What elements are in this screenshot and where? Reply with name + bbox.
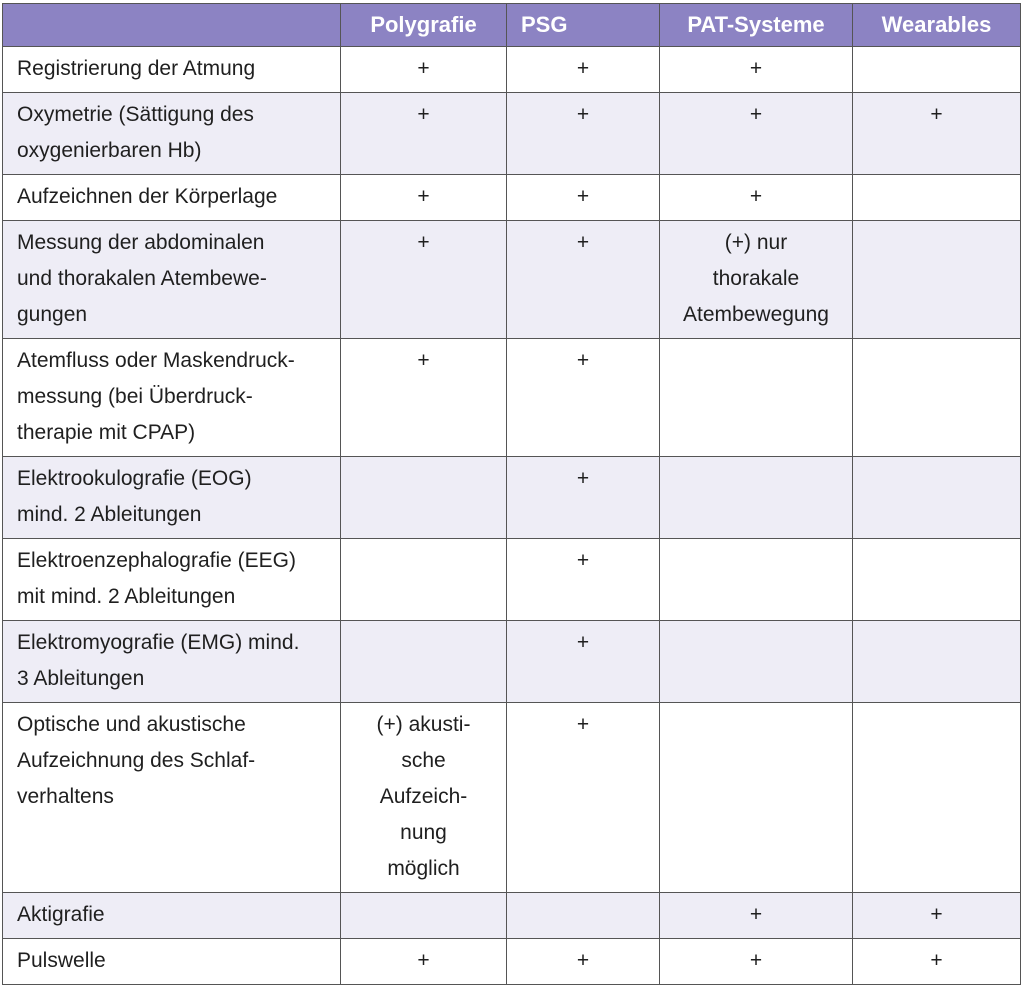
header-pat-systeme: PAT-Systeme bbox=[660, 4, 853, 47]
row-label-line: Elektromyografie (EMG) mind. bbox=[17, 631, 300, 654]
row-label-line: Aufzeichnung des Schlaf- bbox=[17, 749, 256, 772]
cell-text: + bbox=[417, 949, 430, 972]
cell-text: (+) nur bbox=[724, 231, 788, 254]
cell-pat-systeme bbox=[660, 221, 853, 339]
row-label-line: therapie mit CPAP) bbox=[17, 421, 196, 444]
table-row bbox=[3, 893, 1021, 939]
cell-wearables bbox=[853, 893, 1021, 939]
cell-text: + bbox=[576, 103, 590, 126]
cell-psg bbox=[507, 703, 660, 893]
table-row bbox=[3, 457, 1021, 539]
cell-psg bbox=[507, 47, 660, 93]
cell-text: + bbox=[576, 631, 590, 654]
cell-psg bbox=[507, 93, 660, 175]
row-label-line: Pulswelle bbox=[17, 949, 106, 972]
header-polygrafie: Polygrafie bbox=[341, 4, 507, 47]
header-psg: PSG bbox=[507, 4, 660, 47]
row-label bbox=[3, 703, 341, 893]
cell-wearables bbox=[853, 939, 1021, 985]
cell-text: (+) akusti- bbox=[376, 713, 471, 736]
row-label bbox=[3, 339, 341, 457]
row-label-line: Elektroenzephalografie (EEG) bbox=[17, 549, 296, 572]
row-label-line: gungen bbox=[17, 303, 88, 326]
cell-text: + bbox=[930, 103, 943, 126]
row-label-line: oxygenierbaren Hb) bbox=[17, 139, 202, 162]
table-row bbox=[3, 339, 1021, 457]
row-label-line: 3 Ableitungen bbox=[17, 667, 145, 690]
cell-text: + bbox=[576, 467, 590, 490]
cell-text: + bbox=[417, 349, 430, 372]
cell-pat-systeme bbox=[660, 47, 853, 93]
cell-polygrafie bbox=[341, 93, 507, 175]
row-label-line: mit mind. 2 Ableitungen bbox=[17, 585, 236, 608]
cell-text: + bbox=[417, 57, 430, 80]
row-label-line: verhaltens bbox=[17, 785, 114, 808]
row-label-line: und thorakalen Atembewe- bbox=[17, 267, 267, 290]
cell-text: + bbox=[749, 103, 763, 126]
cell-wearables bbox=[853, 175, 1021, 221]
header-row bbox=[3, 4, 1021, 47]
cell-text: Aufzeich- bbox=[379, 785, 468, 808]
cell-text: + bbox=[749, 57, 763, 80]
cell-pat-systeme bbox=[660, 703, 853, 893]
cell-psg bbox=[507, 339, 660, 457]
cell-wearables bbox=[853, 621, 1021, 703]
cell-text: + bbox=[930, 949, 943, 972]
row-label-line: Aufzeichnen der Körperlage bbox=[17, 185, 278, 208]
cell-wearables bbox=[853, 221, 1021, 339]
cell-polygrafie bbox=[341, 939, 507, 985]
cell-pat-systeme bbox=[660, 339, 853, 457]
cell-polygrafie bbox=[341, 221, 507, 339]
row-label bbox=[3, 621, 341, 703]
row-label-line: Aktigrafie bbox=[17, 903, 105, 926]
cell-psg bbox=[507, 221, 660, 339]
cell-pat-systeme bbox=[660, 939, 853, 985]
cell-psg bbox=[507, 539, 660, 621]
cell-wearables bbox=[853, 539, 1021, 621]
row-label-line: Optische und akustische bbox=[17, 713, 246, 736]
cell-text: + bbox=[749, 185, 763, 208]
cell-text: + bbox=[576, 349, 590, 372]
table-row bbox=[3, 93, 1021, 175]
cell-pat-systeme bbox=[660, 539, 853, 621]
cell-polygrafie bbox=[341, 47, 507, 93]
cell-text: Atembewegung bbox=[683, 303, 829, 326]
cell-text: + bbox=[576, 549, 590, 572]
row-label bbox=[3, 221, 341, 339]
row-label-line: Oxymetrie (Sättigung des bbox=[17, 103, 254, 126]
cell-wearables bbox=[853, 47, 1021, 93]
cell-text: + bbox=[576, 57, 590, 80]
row-label bbox=[3, 93, 341, 175]
cell-polygrafie bbox=[341, 457, 507, 539]
table-row bbox=[3, 703, 1021, 893]
cell-wearables bbox=[853, 703, 1021, 893]
cell-pat-systeme bbox=[660, 621, 853, 703]
row-label-line: Registrierung der Atmung bbox=[17, 57, 256, 80]
cell-text: + bbox=[576, 185, 590, 208]
cell-psg bbox=[507, 939, 660, 985]
cell-wearables bbox=[853, 457, 1021, 539]
cell-pat-systeme bbox=[660, 893, 853, 939]
row-label bbox=[3, 939, 341, 985]
cell-psg bbox=[507, 457, 660, 539]
table-row bbox=[3, 47, 1021, 93]
cell-polygrafie bbox=[341, 703, 507, 893]
cell-text: + bbox=[576, 949, 590, 972]
cell-psg bbox=[507, 621, 660, 703]
cell-polygrafie bbox=[341, 339, 507, 457]
comparison-table bbox=[2, 3, 1021, 985]
cell-text: sche bbox=[401, 749, 446, 772]
row-label bbox=[3, 893, 341, 939]
cell-text: + bbox=[417, 231, 430, 254]
row-label-line: Messung der abdominalen bbox=[17, 231, 265, 254]
table-row bbox=[3, 175, 1021, 221]
row-label bbox=[3, 457, 341, 539]
cell-psg bbox=[507, 893, 660, 939]
cell-text: + bbox=[749, 903, 763, 926]
cell-polygrafie bbox=[341, 539, 507, 621]
cell-text: + bbox=[417, 103, 430, 126]
cell-text: + bbox=[749, 949, 763, 972]
header-empty bbox=[3, 4, 341, 47]
cell-text: nung bbox=[400, 821, 447, 844]
header-wearables: Wearables bbox=[853, 4, 1021, 47]
cell-wearables bbox=[853, 93, 1021, 175]
table-row bbox=[3, 621, 1021, 703]
cell-psg bbox=[507, 175, 660, 221]
cell-text: + bbox=[417, 185, 430, 208]
cell-text: thorakale bbox=[712, 267, 800, 290]
cell-text: + bbox=[576, 713, 590, 736]
row-label-line: Elektrookulografie (EOG) bbox=[17, 467, 252, 490]
table-row bbox=[3, 221, 1021, 339]
cell-wearables bbox=[853, 339, 1021, 457]
cell-polygrafie bbox=[341, 893, 507, 939]
table-row bbox=[3, 539, 1021, 621]
row-label-line: messung (bei Überdruck- bbox=[17, 385, 253, 408]
row-label bbox=[3, 47, 341, 93]
cell-text: + bbox=[576, 231, 590, 254]
row-label bbox=[3, 175, 341, 221]
cell-polygrafie bbox=[341, 621, 507, 703]
row-label-line: Atemfluss oder Maskendruck- bbox=[17, 349, 295, 372]
cell-text: + bbox=[930, 903, 943, 926]
table-row bbox=[3, 939, 1021, 985]
cell-pat-systeme bbox=[660, 457, 853, 539]
cell-pat-systeme bbox=[660, 175, 853, 221]
cell-polygrafie bbox=[341, 175, 507, 221]
cell-text: möglich bbox=[387, 857, 460, 880]
cell-pat-systeme bbox=[660, 93, 853, 175]
row-label bbox=[3, 539, 341, 621]
row-label-line: mind. 2 Ableitungen bbox=[17, 503, 202, 526]
